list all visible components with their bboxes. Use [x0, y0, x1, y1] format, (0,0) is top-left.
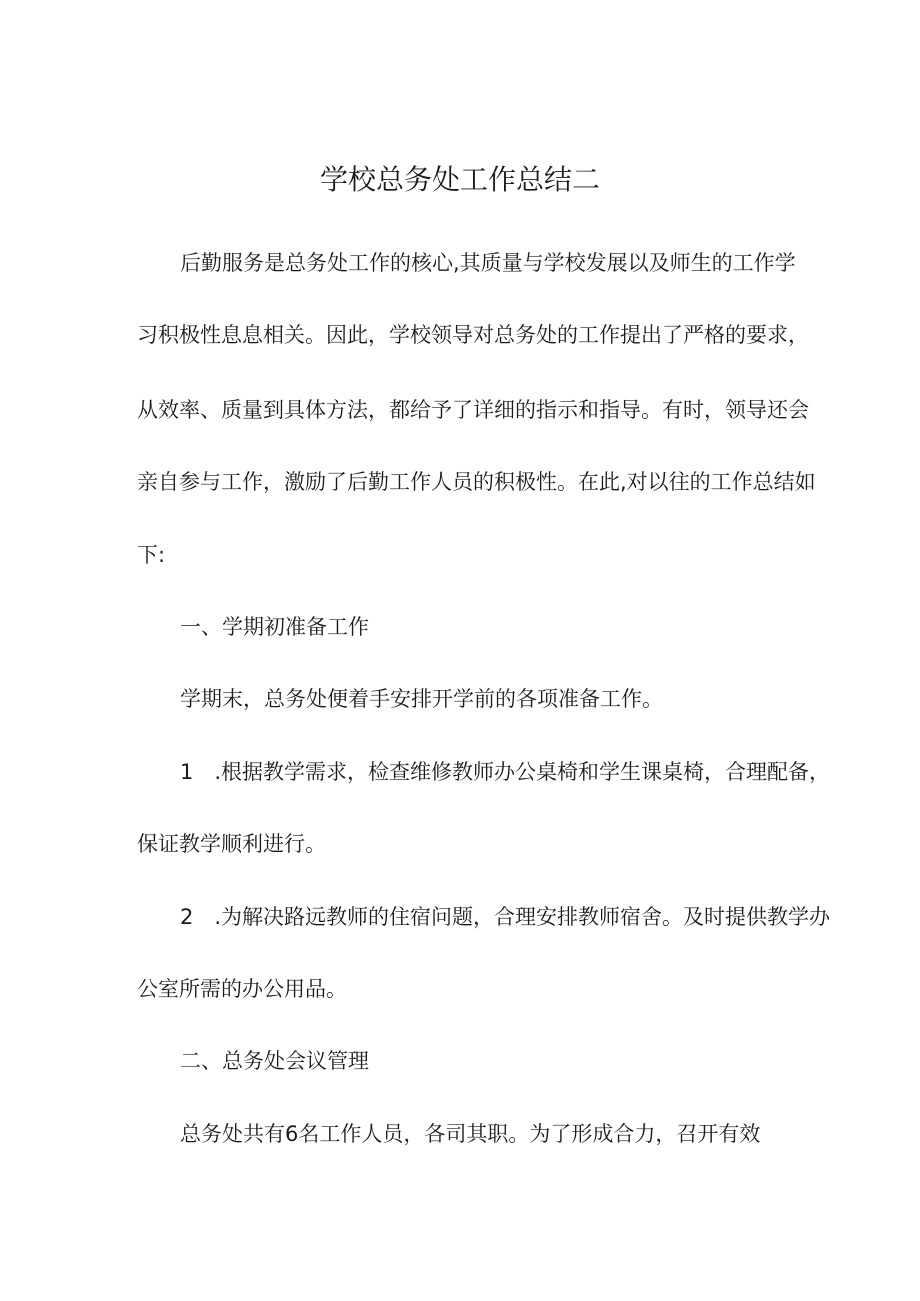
document-title: 学校总务处工作总结二: [319, 163, 600, 196]
section-heading: 二、总务处会议管理: [180, 1049, 369, 1073]
list-item-line: 1 .根据教学需求，检查维修教师办公桌椅和学生课桌椅，合理配备，: [180, 760, 831, 784]
paragraph-line: 学期末，总务处便着手安排开学前的各项准备工作。: [180, 687, 663, 711]
list-item-line: 2 .为解决路远教师的住宿问题，合理安排教师宿舍。及时提供教学办: [180, 905, 831, 929]
paragraph-line: 习积极性息息相关。因此，学校领导对总务处的工作提出了严格的要求，: [137, 323, 809, 347]
section-heading: 一、学期初准备工作: [180, 615, 369, 639]
list-item-line: 公室所需的办公用品。: [137, 977, 347, 1001]
paragraph-line: 下:: [137, 543, 166, 567]
list-item-line: 保证教学顺利进行。: [137, 832, 326, 856]
paragraph-line: 从效率、质量到具体方法，都给予了详细的指示和指导。有时，领导还会: [137, 398, 809, 422]
paragraph-line: 总务处共有6名工作人员，各司其职。为了形成合力，召开有效: [180, 1122, 761, 1146]
paragraph-line: 亲自参与工作，激励了后勤工作人员的积极性。在此,对以往的工作总结如: [137, 470, 816, 494]
paragraph-line: 后勤服务是总务处工作的核心,其质量与学校发展以及师生的工作学: [180, 251, 796, 275]
